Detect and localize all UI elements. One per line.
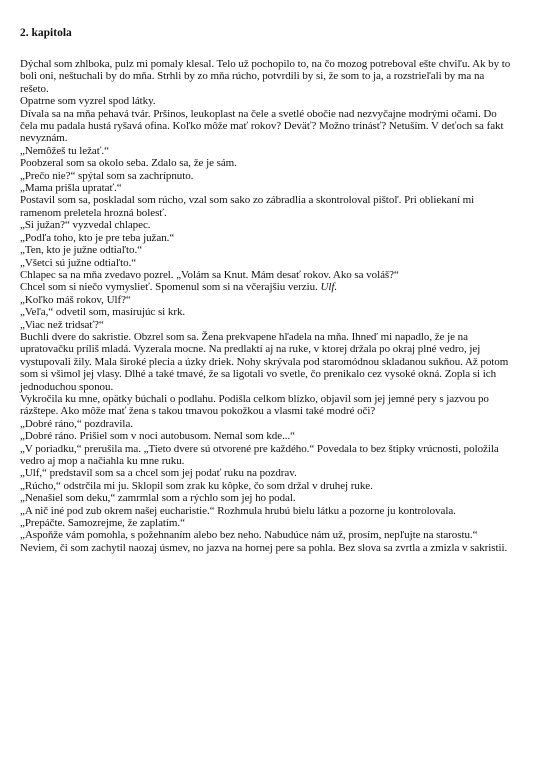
paragraph: „Ulf,“ predstavil som sa a chcel som jej podať ruku na pozdrav. — [20, 467, 297, 480]
paragraph: „Viac než tridsať?“ — [20, 318, 104, 331]
chapter-body — [20, 58, 512, 554]
paragraph: Postavil som sa, poskladal som rúcho, vzal som sako zo zábradlia a skontroloval pištoľ. Pri obliekaní mi ramenom preletela hrozná bolesť. — [20, 194, 475, 219]
paragraph: Vykročila ku mne, opätky búchali o podlahu. Podišla celkom blízko, objavil som jej jemné pery s jazvou po rázštepe. Ako môže mať žena s takou tmavou pokožkou a vlasmi také modré oči? — [20, 392, 489, 418]
paragraph: „V poriadku,“ prerušila ma. „Tieto dvere sú otvorené pre každého.“ Povedala to bez štipky vrúcnosti, položila vedro aj mop a načiahla ku mne ruku. — [20, 442, 499, 467]
paragraph: „Nemôžeš tu ležať.“ — [20, 144, 109, 157]
paragraph: „Prepáčte. Samozrejme, že zaplatím.“ — [20, 517, 185, 530]
paragraph-italic-text: Ulf. — [320, 281, 338, 294]
paragraph — [20, 281, 512, 293]
paragraph: „Dobré ráno,“ pozdravila. — [20, 417, 133, 430]
paragraph: „Všetci sú južne odtiaľto.“ — [20, 256, 137, 269]
chapter-title: 2. kapitola — [20, 27, 72, 39]
paragraph: Dýchal som zhlboka, pulz mi pomaly klesal. Telo už pochopilo to, na čo mozog potreboval ešte chviľu. Ak by to boli oni, neštuchali by do mňa. Strhli by zo mňa rúcho, potvrdili by si, že som to ja, a rozstrieľali by ma na rešeto. — [20, 58, 511, 95]
paragraph: Opatrne som vyzrel spod látky. — [20, 95, 156, 108]
paragraph: „Prečo nie?“ spýtal som sa zachrípnuto. — [20, 169, 194, 182]
paragraph-text: Chcel som si niečo vymyslieť. Spomenul som si na včerajšiu verziu. — [20, 281, 321, 294]
paragraph: „Dobré ráno. Prišiel som v noci autobusom. Nemal som kde...“ — [20, 430, 296, 443]
paragraph: „Aspoňže vám pomohla, s požehnaním alebo bez neho. Nabudúce nám už, prosím, nepľujte na starostu.“ — [20, 529, 478, 542]
paragraph: „Podľa toho, kto je pre teba južan.“ — [20, 231, 175, 244]
paragraph: „A nič iné pod zub okrem našej eucharistie.“ Rozhmula hrubú bielu látku a pozorne ju kontrolovala. — [20, 504, 456, 517]
paragraph: Poobzeral som sa okolo seba. Zdalo sa, že je sám. — [20, 157, 237, 170]
paragraph: „Mama prišla upratať.“ — [20, 182, 122, 195]
paragraph: „Nenašiel som deku,“ zamrmlal som a rýchlo som jej ho podal. — [20, 492, 296, 505]
paragraph: Chlapec sa na mňa zvedavo pozrel. „Volám sa Knut. Mám desať rokov. Ako sa voláš?“ — [20, 268, 399, 281]
paragraph: Neviem, či som zachytil naozaj úsmev, no jazva na hornej pere sa pohla. Bez slova sa zvrtla a zmizla v sakristii. — [20, 541, 508, 554]
paragraph: „Veľa,“ odvetil som, masírujúc si krk. — [20, 306, 186, 319]
paragraph: Dívala sa na mňa pehavá tvár. Pršinos, leukoplast na čele a svetlé obočie nad nezvyčajne modrými očami. Do čela mu padala hustá ryšavá ofina. Koľko môže mať rokov? Deväť? Možno trinásť? Netuším. V deťoch sa fakt nevyznám. — [20, 107, 504, 145]
paragraph: „Rúcho,“ odstrčila mi ju. Sklopil som zrak ku kôpke, čo som držal v druhej ruke. — [20, 479, 373, 492]
paragraph: Buchli dvere do sakristie. Obzrel som sa. Žena prekvapene hľadela na mňa. Ihneď mi napadlo, že je na upratovačku príliš mladá. Vyzerala mocne. Na predlaktí aj na ruke, v ktorej držala po okraj plné vedro, jej vystupovali žily. Mala široké plecia a úzky driek. Nohy skrývala pod staromódnou skladanou sukňou. Až potom som si všimol jej vlasy. Dlhé a také tmavé, že sa ligotali vo svetle, čo prenikalo cez vysoké okná. Zopla si ich jednoduchou sponou. — [20, 330, 509, 393]
paragraph: „Ten, kto je južne odtiaľto.“ — [20, 244, 142, 257]
paragraph: „Si južan?“ vyzvedal chlapec. — [20, 219, 151, 232]
paragraph: „Koľko máš rokov, Ulf?“ — [20, 293, 131, 306]
